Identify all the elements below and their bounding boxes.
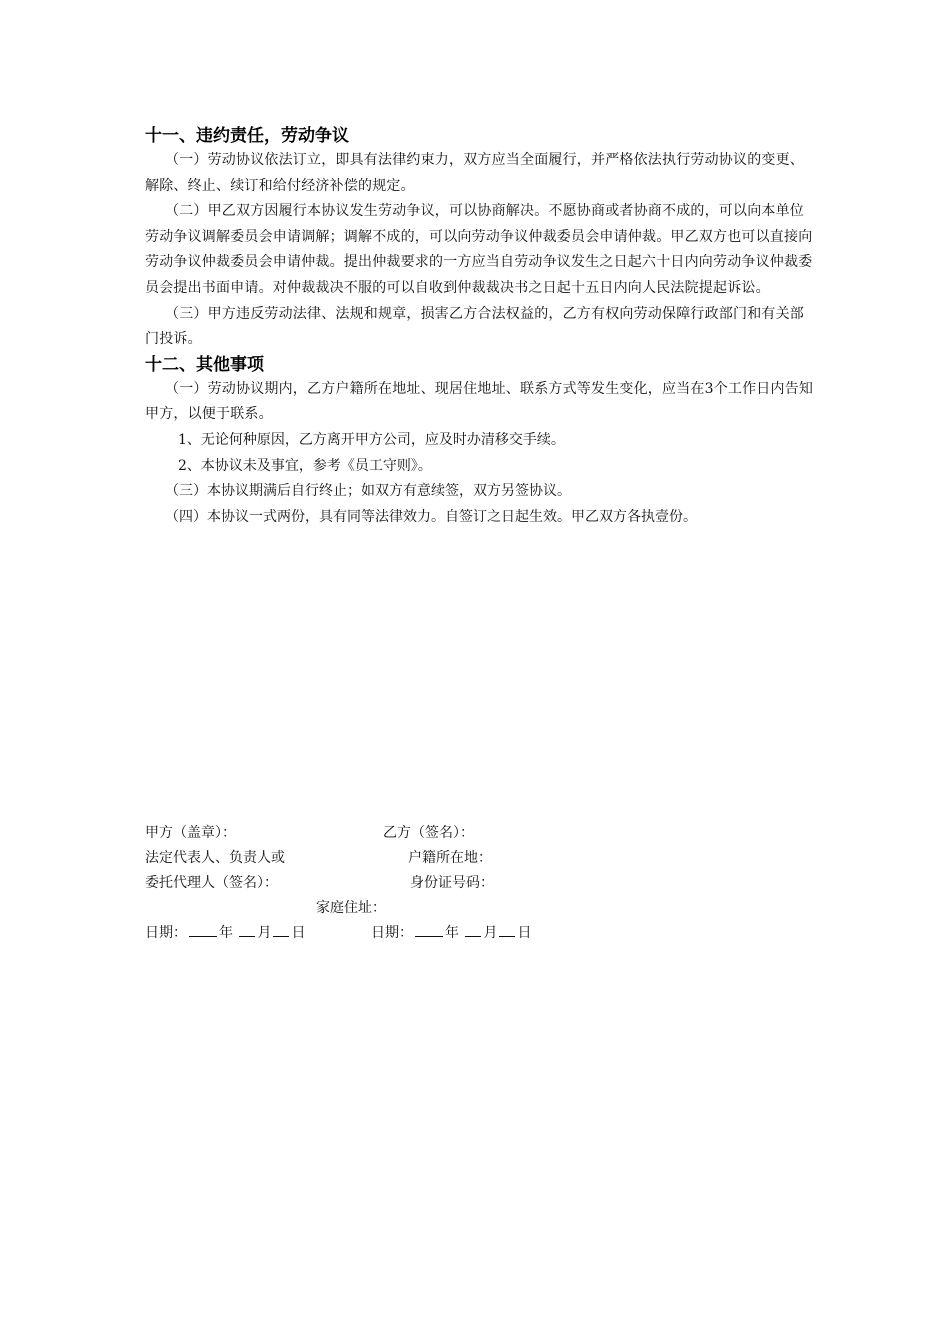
id-number-label: 身份证号码：: [410, 875, 494, 891]
section-12-clause-4: （四）本协议一式两份，具有同等法律效力。自签订之日起生效。甲乙双方各执壹份。: [165, 508, 697, 525]
year-blank: [415, 922, 443, 937]
month-blank: [465, 922, 481, 937]
section-11-clause-2: （二）甲乙双方因履行本协议发生劳动争议，可以协商解决。不愿协商或者协商不成的，可以向本单位劳动争议调解委员会申请调解；调解不成的，可以向劳动争议仲裁委员会申请仲裁。甲乙双方也可以直接向劳动争议仲裁委员会申请仲裁。提出仲裁要求的一方应当自劳动争议发生之日起六十日内向劳动争议仲裁委员会提出书面申请。对仲裁裁决不服的可以自收到仲裁裁决书之日起十五日内向人民法院提起诉讼。: [145, 203, 813, 296]
date-label: 日期：: [145, 925, 187, 941]
year-label: 年: [445, 925, 459, 941]
date-label: 日期：: [371, 925, 413, 941]
party-b-sign-label: 乙方（签名）：: [383, 825, 474, 841]
day-blank: [273, 922, 289, 937]
home-address-label: 家庭住址：: [316, 900, 386, 916]
party-a-seal-label: 甲方（盖章）：: [145, 825, 236, 841]
section-11-title: 十一、违约责任，劳动争议: [145, 126, 349, 146]
party-a-date: [145, 922, 305, 943]
section-11-clause-1: （一）劳动协议依法订立，即具有法律约束力，双方应当全面履行，并严格依法执行劳动协议的变更、解除、终止、续订和给付经济补偿的规定。: [145, 152, 804, 194]
month-label: 月: [483, 925, 498, 941]
day-label: 日: [291, 925, 306, 941]
day-label: 日: [517, 925, 532, 941]
year-label: 年: [219, 925, 233, 941]
section-12-item-2: 2、本协议未及事宜，参考《员工守则》。: [178, 457, 432, 474]
month-blank: [239, 922, 255, 937]
document-body: [145, 124, 815, 530]
month-label: 月: [257, 925, 272, 941]
section-12-clause-1: （一）劳动协议期内，乙方户籍所在地址、现居住地址、联系方式等发生变化，应当在3个工作日内告知甲方，以便于联系。: [145, 380, 814, 423]
section-12-title: 十二、其他事项: [145, 354, 264, 375]
hukou-location-label: 户籍所在地：: [408, 850, 492, 866]
legal-representative-label: 法定代表人、负责人或: [145, 850, 285, 866]
section-11-clause-3: （三）甲方违反劳动法律、法规和规章，损害乙方合法权益的，乙方有权向劳动保障行政部门和有关部门投诉。: [145, 305, 804, 348]
party-b-date: [371, 922, 531, 943]
year-blank: [189, 922, 217, 937]
day-blank: [499, 922, 515, 937]
agent-sign-label: 委托代理人（签名）：: [145, 875, 278, 891]
section-12-clause-3: （三）本协议期满后自行终止；如双方有意续签，双方另签协议。: [165, 483, 571, 500]
section-12-item-1: 1、无论何种原因，乙方离开甲方公司，应及时办清移交手续。: [178, 431, 565, 448]
